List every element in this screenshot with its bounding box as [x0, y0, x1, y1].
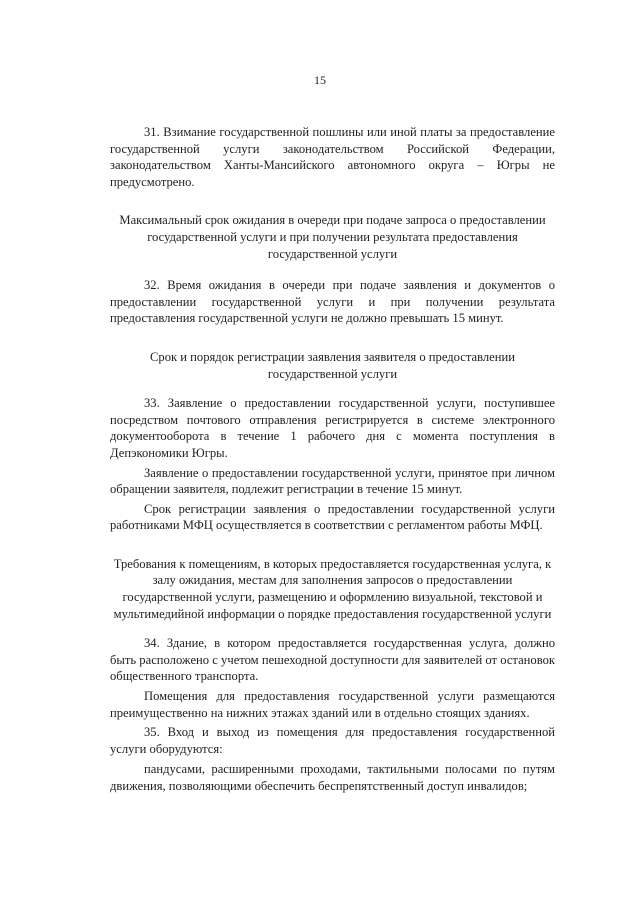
paragraph-32: 32. Время ожидания в очереди при подаче заявления и документов о предоставлении государственной услуги и при получении результата предоставления государственной услуги не должно превышать 15 минут.	[110, 278, 555, 326]
paragraph-34: 34. Здание, в котором предоставляется государственная услуга, должно быть расположено с учетом пешеходной доступности для заявителей от остановок общественного транспорта.	[110, 636, 555, 684]
section-heading-premises: Требования к помещениям, в которых предоставляется государственная услуга, к залу ожидания, местам для заполнения запросов о предоставлении государственной услуги, размещению и оформлению визуальной, текстовой и мультимедийной информации о порядке предоставления государственной услуги	[113, 556, 552, 621]
paragraph-33: 33. Заявление о предоставлении государственной услуги, поступившее посредством почтового отправления регистрируется в системе электронного документооборота в течение 1 рабочего дня с момента поступления в Депэкономики Югры.	[110, 396, 555, 460]
paragraph-35: 35. Вход и выход из помещения для предоставления государственной услуги оборудуются:	[110, 725, 555, 756]
page-number: 15	[314, 73, 326, 87]
paragraph-33-personal: Заявление о предоставлении государственной услуги, принятое при личном обращении заявителя, подлежит регистрации в течение 15 минут.	[110, 465, 555, 497]
paragraph-35-ramps: пандусами, расширенными проходами, тактильными полосами по путям движения, позволяющими обеспечить беспрепятственный доступ инвалидов;	[110, 762, 555, 793]
paragraph-34-premises: Помещения для предоставления государственной услуги размещаются преимущественно на нижних этажах зданий или в отдельно стоящих зданиях.	[110, 689, 555, 720]
section-heading-waiting-time: Максимальный срок ожидания в очереди при подаче запроса о предоставлении государственной услуги и при получении результата предоставления государственной услуги	[119, 213, 546, 261]
section-heading-registration: Срок и порядок регистрации заявления заявителя о предоставлении государственной услуги	[150, 349, 515, 381]
paragraph-33-mfc: Срок регистрации заявления о предоставлении государственной услуги работниками МФЦ осуществляется в соответствии с регламентом работы МФЦ.	[110, 501, 555, 533]
document-body	[110, 124, 555, 795]
paragraph-31: 31. Взимание государственной пошлины или иной платы за предоставление государственной услуги законодательством Российской Федерации, законодательством Ханты-Мансийского автономного округа – Югры не предусмотрено.	[110, 125, 555, 189]
